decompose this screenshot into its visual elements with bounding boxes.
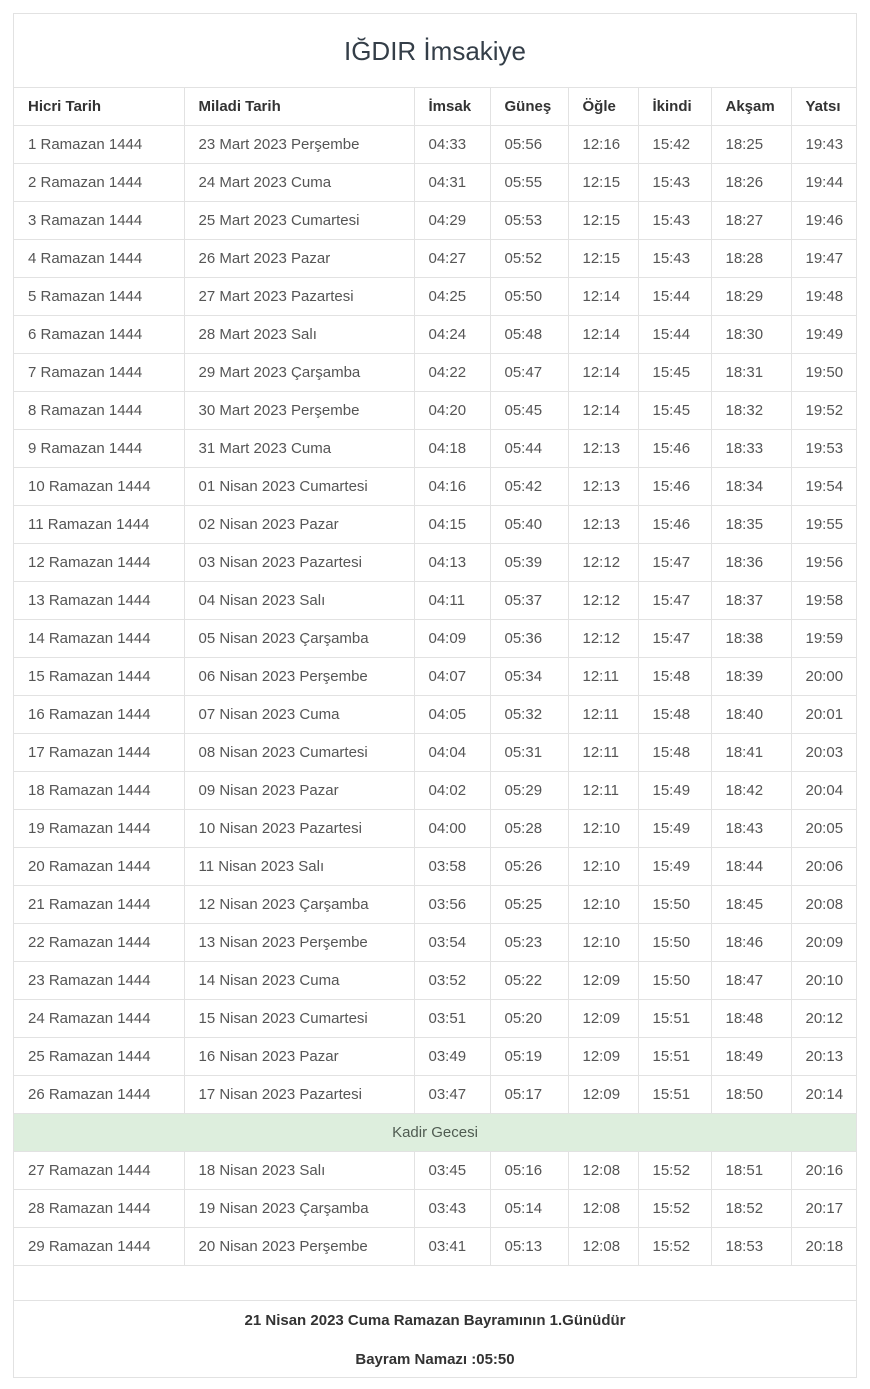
gunes-time-cell: 05:16	[490, 1152, 568, 1190]
imsak-time-cell: 04:33	[414, 126, 490, 164]
hicri-date-cell: 16 Ramazan 1444	[14, 696, 184, 734]
ogle-time-cell: 12:12	[568, 582, 638, 620]
imsak-time-cell: 04:07	[414, 658, 490, 696]
yatsi-time-cell: 20:18	[791, 1228, 856, 1266]
yatsi-time-cell: 20:04	[791, 772, 856, 810]
ogle-time-cell: 12:09	[568, 1000, 638, 1038]
hicri-date-cell: 20 Ramazan 1444	[14, 848, 184, 886]
ikindi-time-cell: 15:44	[638, 316, 711, 354]
miladi-date-cell: 12 Nisan 2023 Çarşamba	[184, 886, 414, 924]
miladi-date-cell: 29 Mart 2023 Çarşamba	[184, 354, 414, 392]
miladi-date-cell: 28 Mart 2023 Salı	[184, 316, 414, 354]
aksam-time-cell: 18:40	[711, 696, 791, 734]
ikindi-time-cell: 15:52	[638, 1228, 711, 1266]
imsak-time-cell: 03:43	[414, 1190, 490, 1228]
miladi-date-cell: 26 Mart 2023 Pazar	[184, 240, 414, 278]
table-row	[14, 430, 856, 468]
yatsi-time-cell: 20:09	[791, 924, 856, 962]
aksam-time-cell: 18:27	[711, 202, 791, 240]
ikindi-time-cell: 15:49	[638, 810, 711, 848]
ogle-time-cell: 12:13	[568, 506, 638, 544]
imsak-time-cell: 03:41	[414, 1228, 490, 1266]
yatsi-time-cell: 20:17	[791, 1190, 856, 1228]
aksam-time-cell: 18:31	[711, 354, 791, 392]
miladi-date-cell: 13 Nisan 2023 Perşembe	[184, 924, 414, 962]
table-row	[14, 392, 856, 430]
ikindi-time-cell: 15:47	[638, 582, 711, 620]
imsak-time-cell: 04:15	[414, 506, 490, 544]
spacer-body	[14, 1266, 856, 1300]
table-row	[14, 848, 856, 886]
column-header-imsak: İmsak	[414, 88, 490, 126]
gunes-time-cell: 05:25	[490, 886, 568, 924]
hicri-date-cell: 27 Ramazan 1444	[14, 1152, 184, 1190]
yatsi-time-cell: 20:12	[791, 1000, 856, 1038]
hicri-date-cell: 19 Ramazan 1444	[14, 810, 184, 848]
table-row	[14, 164, 856, 202]
ikindi-time-cell: 15:50	[638, 886, 711, 924]
aksam-time-cell: 18:30	[711, 316, 791, 354]
ogle-time-cell: 12:13	[568, 430, 638, 468]
imsak-time-cell: 04:02	[414, 772, 490, 810]
table-row	[14, 734, 856, 772]
imsak-time-cell: 03:56	[414, 886, 490, 924]
ogle-time-cell: 12:08	[568, 1228, 638, 1266]
ikindi-time-cell: 15:48	[638, 696, 711, 734]
aksam-time-cell: 18:50	[711, 1076, 791, 1114]
table-row	[14, 1000, 856, 1038]
gunes-time-cell: 05:37	[490, 582, 568, 620]
spacer-row	[14, 1266, 856, 1300]
gunes-time-cell: 05:17	[490, 1076, 568, 1114]
ikindi-time-cell: 15:46	[638, 430, 711, 468]
aksam-time-cell: 18:35	[711, 506, 791, 544]
aksam-time-cell: 18:48	[711, 1000, 791, 1038]
aksam-time-cell: 18:47	[711, 962, 791, 1000]
aksam-time-cell: 18:53	[711, 1228, 791, 1266]
yatsi-time-cell: 19:43	[791, 126, 856, 164]
gunes-time-cell: 05:29	[490, 772, 568, 810]
hicri-date-cell: 17 Ramazan 1444	[14, 734, 184, 772]
aksam-time-cell: 18:51	[711, 1152, 791, 1190]
ogle-time-cell: 12:11	[568, 772, 638, 810]
hicri-date-cell: 21 Ramazan 1444	[14, 886, 184, 924]
ikindi-time-cell: 15:42	[638, 126, 711, 164]
ikindi-time-cell: 15:46	[638, 506, 711, 544]
yatsi-time-cell: 20:06	[791, 848, 856, 886]
ikindi-time-cell: 15:43	[638, 164, 711, 202]
imsak-time-cell: 03:54	[414, 924, 490, 962]
miladi-date-cell: 04 Nisan 2023 Salı	[184, 582, 414, 620]
gunes-time-cell: 05:53	[490, 202, 568, 240]
imsak-time-cell: 04:00	[414, 810, 490, 848]
aksam-time-cell: 18:25	[711, 126, 791, 164]
imsak-time-cell: 04:31	[414, 164, 490, 202]
hicri-date-cell: 14 Ramazan 1444	[14, 620, 184, 658]
aksam-time-cell: 18:32	[711, 392, 791, 430]
miladi-date-cell: 20 Nisan 2023 Perşembe	[184, 1228, 414, 1266]
header-row	[14, 88, 856, 126]
imsak-time-cell: 04:09	[414, 620, 490, 658]
table-row	[14, 506, 856, 544]
ogle-time-cell: 12:09	[568, 1038, 638, 1076]
aksam-time-cell: 18:46	[711, 924, 791, 962]
hicri-date-cell: 13 Ramazan 1444	[14, 582, 184, 620]
imsak-time-cell: 04:24	[414, 316, 490, 354]
ogle-time-cell: 12:09	[568, 1076, 638, 1114]
gunes-time-cell: 05:52	[490, 240, 568, 278]
miladi-date-cell: 11 Nisan 2023 Salı	[184, 848, 414, 886]
miladi-date-cell: 10 Nisan 2023 Pazartesi	[184, 810, 414, 848]
table-row	[14, 772, 856, 810]
gunes-time-cell: 05:42	[490, 468, 568, 506]
yatsi-time-cell: 20:16	[791, 1152, 856, 1190]
ikindi-time-cell: 15:46	[638, 468, 711, 506]
table-row	[14, 886, 856, 924]
ogle-time-cell: 12:08	[568, 1190, 638, 1228]
table-row	[14, 544, 856, 582]
table-row	[14, 126, 856, 164]
miladi-date-cell: 18 Nisan 2023 Salı	[184, 1152, 414, 1190]
gunes-time-cell: 05:14	[490, 1190, 568, 1228]
gunes-time-cell: 05:20	[490, 1000, 568, 1038]
imsak-time-cell: 03:45	[414, 1152, 490, 1190]
miladi-date-cell: 03 Nisan 2023 Pazartesi	[184, 544, 414, 582]
imsak-time-cell: 04:05	[414, 696, 490, 734]
yatsi-time-cell: 19:56	[791, 544, 856, 582]
gunes-time-cell: 05:55	[490, 164, 568, 202]
gunes-time-cell: 05:36	[490, 620, 568, 658]
yatsi-time-cell: 19:58	[791, 582, 856, 620]
ogle-time-cell: 12:08	[568, 1152, 638, 1190]
aksam-time-cell: 18:38	[711, 620, 791, 658]
ogle-time-cell: 12:15	[568, 164, 638, 202]
ikindi-time-cell: 15:45	[638, 392, 711, 430]
hicri-date-cell: 23 Ramazan 1444	[14, 962, 184, 1000]
hicri-date-cell: 7 Ramazan 1444	[14, 354, 184, 392]
imsak-time-cell: 03:52	[414, 962, 490, 1000]
gunes-time-cell: 05:56	[490, 126, 568, 164]
miladi-date-cell: 09 Nisan 2023 Pazar	[184, 772, 414, 810]
ikindi-time-cell: 15:49	[638, 848, 711, 886]
imsak-time-cell: 04:27	[414, 240, 490, 278]
column-header-miladi-tarih: Miladi Tarih	[184, 88, 414, 126]
aksam-time-cell: 18:33	[711, 430, 791, 468]
ogle-time-cell: 12:14	[568, 392, 638, 430]
page-title: IĞDIR İmsakiye	[343, 36, 527, 66]
ogle-time-cell: 12:13	[568, 468, 638, 506]
aksam-time-cell: 18:29	[711, 278, 791, 316]
yatsi-time-cell: 20:10	[791, 962, 856, 1000]
ikindi-time-cell: 15:44	[638, 278, 711, 316]
yatsi-time-cell: 20:13	[791, 1038, 856, 1076]
yatsi-time-cell: 20:05	[791, 810, 856, 848]
gunes-time-cell: 05:44	[490, 430, 568, 468]
yatsi-time-cell: 19:54	[791, 468, 856, 506]
ogle-time-cell: 12:10	[568, 924, 638, 962]
table-row	[14, 202, 856, 240]
kadir-gecesi-label: Kadir Gecesi	[14, 1114, 856, 1152]
imsak-time-cell: 04:04	[414, 734, 490, 772]
hicri-date-cell: 8 Ramazan 1444	[14, 392, 184, 430]
yatsi-time-cell: 20:01	[791, 696, 856, 734]
hicri-date-cell: 1 Ramazan 1444	[14, 126, 184, 164]
hicri-date-cell: 22 Ramazan 1444	[14, 924, 184, 962]
ikindi-time-cell: 15:48	[638, 658, 711, 696]
ikindi-time-cell: 15:48	[638, 734, 711, 772]
ogle-time-cell: 12:09	[568, 962, 638, 1000]
prayer-table-body	[14, 126, 856, 1266]
hicri-date-cell: 26 Ramazan 1444	[14, 1076, 184, 1114]
aksam-time-cell: 18:43	[711, 810, 791, 848]
yatsi-time-cell: 19:55	[791, 506, 856, 544]
footer-note	[14, 1300, 856, 1377]
gunes-time-cell: 05:40	[490, 506, 568, 544]
gunes-time-cell: 05:13	[490, 1228, 568, 1266]
imsak-time-cell: 04:16	[414, 468, 490, 506]
imsak-time-cell: 04:13	[414, 544, 490, 582]
gunes-time-cell: 05:34	[490, 658, 568, 696]
yatsi-time-cell: 19:47	[791, 240, 856, 278]
table-header	[14, 88, 856, 126]
column-header-aksam: Akşam	[711, 88, 791, 126]
gunes-time-cell: 05:48	[490, 316, 568, 354]
column-header-ikindi: İkindi	[638, 88, 711, 126]
gunes-time-cell: 05:19	[490, 1038, 568, 1076]
aksam-time-cell: 18:34	[711, 468, 791, 506]
ogle-time-cell: 12:12	[568, 544, 638, 582]
table-row	[14, 354, 856, 392]
yatsi-time-cell: 20:14	[791, 1076, 856, 1114]
gunes-time-cell: 05:26	[490, 848, 568, 886]
ikindi-time-cell: 15:45	[638, 354, 711, 392]
yatsi-time-cell: 19:52	[791, 392, 856, 430]
hicri-date-cell: 18 Ramazan 1444	[14, 772, 184, 810]
ikindi-time-cell: 15:43	[638, 240, 711, 278]
miladi-date-cell: 27 Mart 2023 Pazartesi	[184, 278, 414, 316]
column-header-ogle: Öğle	[568, 88, 638, 126]
aksam-time-cell: 18:52	[711, 1190, 791, 1228]
miladi-date-cell: 16 Nisan 2023 Pazar	[184, 1038, 414, 1076]
table-row	[14, 962, 856, 1000]
ogle-time-cell: 12:14	[568, 278, 638, 316]
ikindi-time-cell: 15:51	[638, 1000, 711, 1038]
ikindi-time-cell: 15:49	[638, 772, 711, 810]
hicri-date-cell: 6 Ramazan 1444	[14, 316, 184, 354]
hicri-date-cell: 25 Ramazan 1444	[14, 1038, 184, 1076]
ikindi-time-cell: 15:51	[638, 1076, 711, 1114]
miladi-date-cell: 06 Nisan 2023 Perşembe	[184, 658, 414, 696]
table-row	[14, 316, 856, 354]
imsakiye-card	[13, 13, 857, 1378]
imsak-time-cell: 03:51	[414, 1000, 490, 1038]
gunes-time-cell: 05:45	[490, 392, 568, 430]
table-row	[14, 1152, 856, 1190]
table-row	[14, 1190, 856, 1228]
imsak-time-cell: 03:58	[414, 848, 490, 886]
gunes-time-cell: 05:39	[490, 544, 568, 582]
imsak-time-cell: 03:47	[414, 1076, 490, 1114]
title-bar	[14, 14, 856, 88]
ikindi-time-cell: 15:47	[638, 620, 711, 658]
aksam-time-cell: 18:49	[711, 1038, 791, 1076]
column-header-yatsi: Yatsı	[791, 88, 856, 126]
miladi-date-cell: 30 Mart 2023 Perşembe	[184, 392, 414, 430]
imsak-time-cell: 03:49	[414, 1038, 490, 1076]
ikindi-time-cell: 15:47	[638, 544, 711, 582]
kadir-gecesi-row	[14, 1114, 856, 1152]
ogle-time-cell: 12:11	[568, 696, 638, 734]
hicri-date-cell: 11 Ramazan 1444	[14, 506, 184, 544]
bayram-namazi-note: Bayram Namazı :05:50	[355, 1350, 515, 1368]
yatsi-time-cell: 19:46	[791, 202, 856, 240]
gunes-time-cell: 05:50	[490, 278, 568, 316]
table-row	[14, 810, 856, 848]
table-row	[14, 696, 856, 734]
column-header-gunes: Güneş	[490, 88, 568, 126]
ogle-time-cell: 12:10	[568, 848, 638, 886]
miladi-date-cell: 25 Mart 2023 Cumartesi	[184, 202, 414, 240]
gunes-time-cell: 05:31	[490, 734, 568, 772]
imsak-time-cell: 04:11	[414, 582, 490, 620]
table-row	[14, 658, 856, 696]
aksam-time-cell: 18:26	[711, 164, 791, 202]
ikindi-time-cell: 15:52	[638, 1152, 711, 1190]
ogle-time-cell: 12:10	[568, 810, 638, 848]
imsak-time-cell: 04:18	[414, 430, 490, 468]
hicri-date-cell: 5 Ramazan 1444	[14, 278, 184, 316]
ogle-time-cell: 12:16	[568, 126, 638, 164]
ogle-time-cell: 12:14	[568, 354, 638, 392]
gunes-time-cell: 05:32	[490, 696, 568, 734]
spacer-cell	[14, 1266, 856, 1300]
table-row	[14, 278, 856, 316]
hicri-date-cell: 28 Ramazan 1444	[14, 1190, 184, 1228]
yatsi-time-cell: 20:00	[791, 658, 856, 696]
gunes-time-cell: 05:28	[490, 810, 568, 848]
gunes-time-cell: 05:47	[490, 354, 568, 392]
miladi-date-cell: 19 Nisan 2023 Çarşamba	[184, 1190, 414, 1228]
hicri-date-cell: 2 Ramazan 1444	[14, 164, 184, 202]
prayer-times-table	[14, 88, 856, 1300]
hicri-date-cell: 4 Ramazan 1444	[14, 240, 184, 278]
gunes-time-cell: 05:22	[490, 962, 568, 1000]
imsak-time-cell: 04:20	[414, 392, 490, 430]
table-row	[14, 582, 856, 620]
yatsi-time-cell: 20:08	[791, 886, 856, 924]
hicri-date-cell: 3 Ramazan 1444	[14, 202, 184, 240]
table-row	[14, 620, 856, 658]
table-row	[14, 1038, 856, 1076]
yatsi-time-cell: 19:44	[791, 164, 856, 202]
miladi-date-cell: 14 Nisan 2023 Cuma	[184, 962, 414, 1000]
hicri-date-cell: 29 Ramazan 1444	[14, 1228, 184, 1266]
miladi-date-cell: 08 Nisan 2023 Cumartesi	[184, 734, 414, 772]
table-row	[14, 240, 856, 278]
yatsi-time-cell: 19:59	[791, 620, 856, 658]
ogle-time-cell: 12:15	[568, 202, 638, 240]
miladi-date-cell: 02 Nisan 2023 Pazar	[184, 506, 414, 544]
miladi-date-cell: 17 Nisan 2023 Pazartesi	[184, 1076, 414, 1114]
page	[0, 13, 870, 1378]
yatsi-time-cell: 19:53	[791, 430, 856, 468]
miladi-date-cell: 24 Mart 2023 Cuma	[184, 164, 414, 202]
aksam-time-cell: 18:39	[711, 658, 791, 696]
bayram-day-note: 21 Nisan 2023 Cuma Ramazan Bayramının 1.Günüdür	[244, 1311, 626, 1329]
hicri-date-cell: 15 Ramazan 1444	[14, 658, 184, 696]
table-row	[14, 1228, 856, 1266]
hicri-date-cell: 9 Ramazan 1444	[14, 430, 184, 468]
ikindi-time-cell: 15:50	[638, 924, 711, 962]
miladi-date-cell: 07 Nisan 2023 Cuma	[184, 696, 414, 734]
aksam-time-cell: 18:41	[711, 734, 791, 772]
miladi-date-cell: 05 Nisan 2023 Çarşamba	[184, 620, 414, 658]
aksam-time-cell: 18:37	[711, 582, 791, 620]
ogle-time-cell: 12:11	[568, 658, 638, 696]
aksam-time-cell: 18:45	[711, 886, 791, 924]
miladi-date-cell: 31 Mart 2023 Cuma	[184, 430, 414, 468]
ikindi-time-cell: 15:50	[638, 962, 711, 1000]
ogle-time-cell: 12:12	[568, 620, 638, 658]
miladi-date-cell: 23 Mart 2023 Perşembe	[184, 126, 414, 164]
table-row	[14, 468, 856, 506]
miladi-date-cell: 01 Nisan 2023 Cumartesi	[184, 468, 414, 506]
gunes-time-cell: 05:23	[490, 924, 568, 962]
yatsi-time-cell: 19:50	[791, 354, 856, 392]
ogle-time-cell: 12:10	[568, 886, 638, 924]
table-row	[14, 924, 856, 962]
ogle-time-cell: 12:14	[568, 316, 638, 354]
table-row	[14, 1076, 856, 1114]
ogle-time-cell: 12:11	[568, 734, 638, 772]
aksam-time-cell: 18:28	[711, 240, 791, 278]
ikindi-time-cell: 15:52	[638, 1190, 711, 1228]
imsak-time-cell: 04:25	[414, 278, 490, 316]
yatsi-time-cell: 20:03	[791, 734, 856, 772]
column-header-hicri-tarih: Hicri Tarih	[14, 88, 184, 126]
hicri-date-cell: 10 Ramazan 1444	[14, 468, 184, 506]
yatsi-time-cell: 19:49	[791, 316, 856, 354]
aksam-time-cell: 18:36	[711, 544, 791, 582]
aksam-time-cell: 18:44	[711, 848, 791, 886]
hicri-date-cell: 24 Ramazan 1444	[14, 1000, 184, 1038]
imsak-time-cell: 04:29	[414, 202, 490, 240]
aksam-time-cell: 18:42	[711, 772, 791, 810]
yatsi-time-cell: 19:48	[791, 278, 856, 316]
miladi-date-cell: 15 Nisan 2023 Cumartesi	[184, 1000, 414, 1038]
ikindi-time-cell: 15:51	[638, 1038, 711, 1076]
imsak-time-cell: 04:22	[414, 354, 490, 392]
hicri-date-cell: 12 Ramazan 1444	[14, 544, 184, 582]
ikindi-time-cell: 15:43	[638, 202, 711, 240]
ogle-time-cell: 12:15	[568, 240, 638, 278]
